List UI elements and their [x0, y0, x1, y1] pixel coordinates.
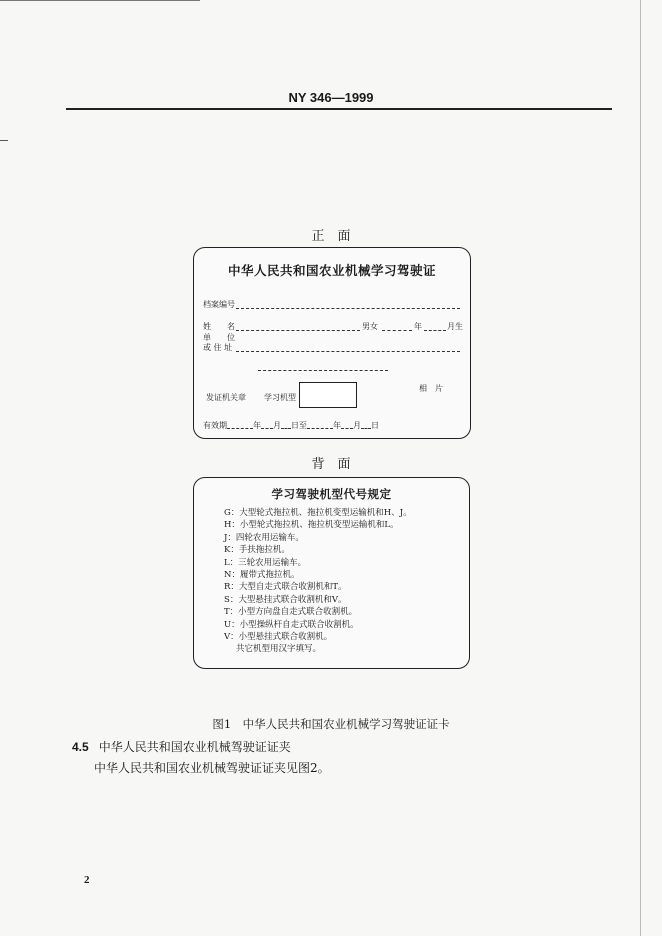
page-number: 2 [84, 874, 90, 886]
address-line [236, 351, 460, 352]
model-code-item: L：三轮农用运输车。 [224, 557, 307, 568]
address-label: 或 住 址 [203, 343, 233, 352]
validity-day-to: 日至 [291, 421, 307, 430]
back-label: 背 面 [311, 457, 351, 472]
model-code-item: R：大型自走式联合收割机和T。 [224, 582, 347, 593]
validity-year-2: 年 [333, 421, 341, 430]
validity-year-1: 年 [253, 421, 261, 430]
model-code-item: H：小型轮式拖拉机、拖拉机变型运输机和L。 [224, 520, 399, 531]
validity-blank [307, 428, 333, 429]
validity-month-2: 月 [353, 421, 361, 430]
validity-blank [361, 428, 371, 429]
sex-line [382, 330, 412, 331]
scan-top-edge [0, 0, 200, 7]
model-box [299, 382, 357, 408]
license-card-front [193, 247, 471, 439]
model-code-item: S：大型悬挂式联合收割机和V。 [224, 594, 347, 605]
validity-row [203, 420, 379, 431]
section-heading [72, 738, 291, 755]
model-code-item: K：手扶拖拉机。 [224, 545, 290, 556]
unit-label: 单 位 [203, 333, 235, 342]
standard-code: NY 346—1999 [288, 90, 374, 105]
validity-label: 有效期 [203, 421, 227, 430]
license-card-back [193, 477, 470, 669]
model-code-item: J：四轮农用运输车。 [224, 532, 304, 543]
card-back-title: 学习驾驶机型代号规定 [271, 487, 392, 501]
model-code-item: T：小型方向盘自走式联合收割机。 [224, 607, 358, 618]
sex-label: 男女 [362, 322, 378, 331]
validity-blank [281, 428, 291, 429]
model-code-list [224, 507, 412, 656]
photo-label: 相 片 [419, 384, 443, 393]
section-title: 中华人民共和国农业机械驾驶证证夹 [98, 740, 291, 754]
blank-line [258, 370, 388, 371]
birth-month-label: 月生 [447, 322, 463, 331]
section-body: 中华人民共和国农业机械驾驶证证夹见图2。 [94, 761, 330, 775]
section-number: 4.5 [72, 740, 89, 754]
model-label: 学习机型 [264, 393, 296, 402]
card-front-title: 中华人民共和国农业机械学习驾驶证 [227, 263, 436, 278]
header-rule [66, 108, 612, 110]
birth-year-label: 年 [414, 322, 422, 331]
validity-month-1: 月 [273, 421, 281, 430]
validity-blank [227, 428, 253, 429]
front-label: 正 面 [311, 229, 351, 244]
validity-blank [261, 428, 273, 429]
figure-caption: 图1 中华人民共和国农业机械学习驾驶证证卡 [212, 717, 450, 731]
validity-day-2: 日 [371, 421, 379, 430]
name-line [236, 330, 360, 331]
model-code-item: U：小型操纵杆自走式联合收割机。 [224, 619, 359, 630]
model-code-item: V：小型悬挂式联合收割机。 [224, 632, 333, 643]
validity-blank [341, 428, 353, 429]
file-no-line [236, 308, 460, 309]
name-label: 姓 名 [203, 322, 235, 331]
model-code-item: N：履带式拖拉机。 [224, 570, 300, 581]
scan-left-mark [0, 140, 8, 141]
model-code-note: 共它机型用汉字填写。 [236, 644, 322, 655]
birth-year-line [424, 330, 446, 331]
model-code-item: G：大型轮式拖拉机、拖拉机变型运输机和H、J。 [224, 508, 412, 518]
issuer-seal-label: 发证机关章 [206, 393, 246, 402]
file-no-label: 档案编号 [203, 300, 235, 309]
